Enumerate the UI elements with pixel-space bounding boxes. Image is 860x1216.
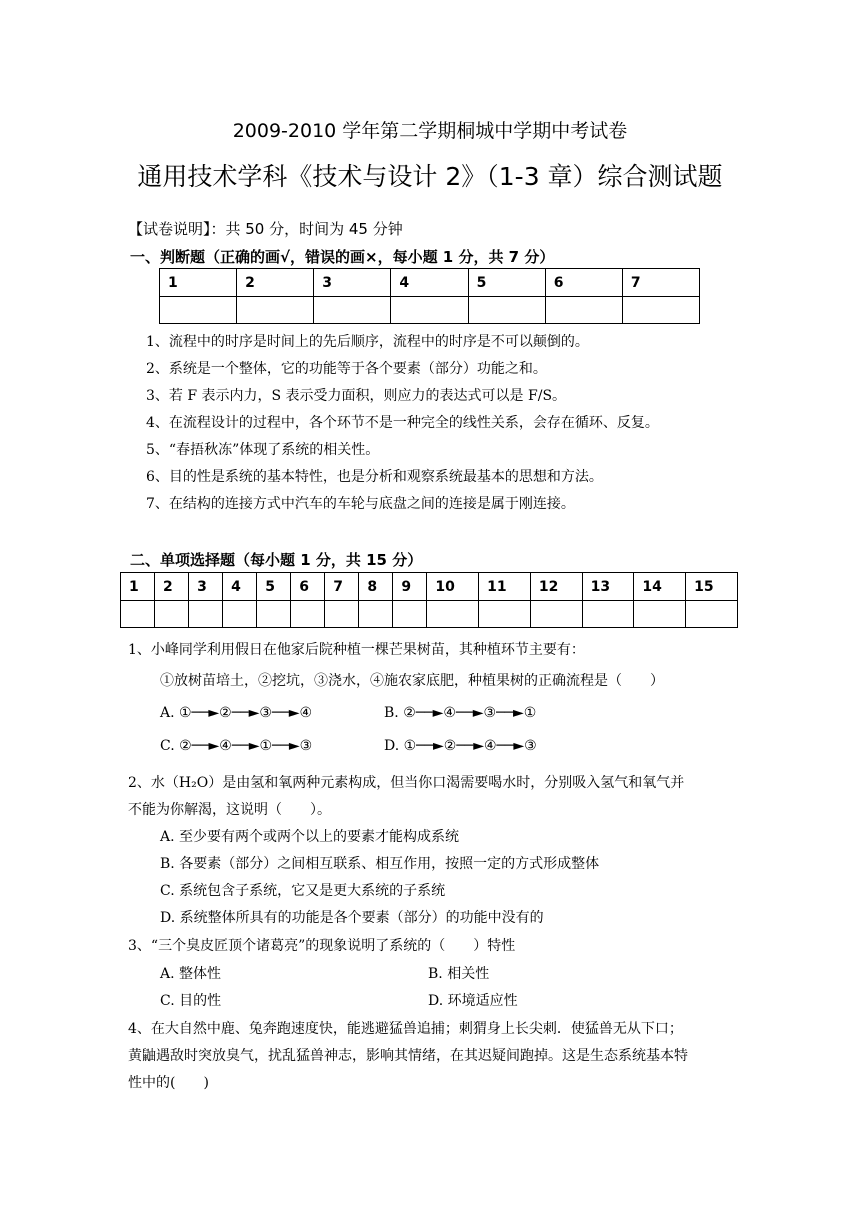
option-c: C. 系统包含子系统，它又是更大系统的子系统	[160, 883, 446, 899]
answer-cell[interactable]	[160, 297, 237, 324]
answer-header-cell: 2	[155, 573, 189, 601]
question-stem: 黄鼬遇敌时突放臭气，扰乱猛兽神志，影响其情绪，在其迟疑间跑掉。这是生态系统基本特	[128, 1048, 688, 1064]
question-stem: 2、水（H₂O）是由氢和氧两种元素构成，但当你口渴需要喝水时，分别吸入氢气和氧气并	[128, 775, 685, 791]
answer-cell[interactable]	[257, 601, 291, 628]
answer-header-cell: 4	[391, 269, 468, 297]
exam-subtitle: 通用技术学科《技术与设计 2》（1-3 章）综合测试题	[137, 162, 723, 191]
question-stem: 4、在大自然中鹿、兔奔跑速度快，能逃避猛兽追捕；刺猬身上长尖刺．使猛兽无从下口；	[128, 1021, 683, 1037]
question-item: 7、在结构的连接方式中汽车的车轮与底盘之间的连接是属于刚连接。	[146, 496, 575, 512]
option-c: C. ②──►④──►①──►③	[160, 738, 313, 754]
answer-header-cell: 3	[189, 573, 223, 601]
question-stem: 性中的( )	[128, 1075, 209, 1091]
option-a: A. 整体性	[160, 966, 222, 982]
option-b: B. 各要素（部分）之间相互联系、相互作用，按照一定的方式形成整体	[160, 856, 600, 872]
answer-cell[interactable]	[622, 297, 699, 324]
answer-header-cell: 5	[468, 269, 545, 297]
answer-header-cell: 5	[257, 573, 291, 601]
answer-cell[interactable]	[545, 297, 622, 324]
section2-answer-table	[120, 572, 738, 628]
answer-cell[interactable]	[223, 601, 257, 628]
answer-header-cell: 7	[325, 573, 359, 601]
answer-header-cell: 8	[359, 573, 393, 601]
answer-header-cell: 10	[427, 573, 479, 601]
answer-cell[interactable]	[359, 601, 393, 628]
answer-header-cell: 6	[291, 573, 325, 601]
question-item: 2、系统是一个整体，它的功能等于各个要素（部分）功能之和。	[146, 361, 547, 377]
option-c: C. 目的性	[160, 993, 222, 1009]
answer-cell[interactable]	[530, 601, 582, 628]
answer-header-cell: 3	[314, 269, 391, 297]
question-stem: 1、小峰同学利用假日在他家后院种植一棵芒果树苗，其种植环节主要有：	[128, 642, 585, 658]
answer-header-cell: 2	[237, 269, 314, 297]
option-b: B. ②──►④──►③──►①	[384, 705, 537, 721]
option-a: A. 至少要有两个或两个以上的要素才能构成系统	[160, 829, 460, 845]
answer-header-cell: 11	[479, 573, 531, 601]
answer-cell[interactable]	[314, 297, 391, 324]
answer-cell[interactable]	[393, 601, 427, 628]
answer-cell[interactable]	[121, 601, 155, 628]
question-item: 6、目的性是系统的基本特性，也是分析和观察系统最基本的思想和方法。	[146, 469, 603, 485]
option-d: D. 环境适应性	[428, 993, 518, 1009]
section1-answer-table	[159, 268, 700, 324]
answer-cell[interactable]	[189, 601, 223, 628]
answer-header-cell: 1	[121, 573, 155, 601]
section2-heading: 二、单项选择题（每小题 1 分，共 15 分）	[130, 551, 423, 569]
option-a: A. ①──►②──►③──►④	[160, 705, 313, 721]
option-b: B. 相关性	[428, 966, 490, 982]
answer-cell[interactable]	[155, 601, 189, 628]
answer-cell[interactable]	[686, 601, 738, 628]
exam-instructions: 【试卷说明】：共 50 分，时间为 45 分钟	[128, 220, 403, 238]
answer-header-cell: 7	[622, 269, 699, 297]
answer-cell[interactable]	[325, 601, 359, 628]
answer-cell[interactable]	[582, 601, 634, 628]
answer-cell[interactable]	[291, 601, 325, 628]
option-d: D. ①──►②──►④──►③	[384, 738, 537, 754]
answer-cell[interactable]	[634, 601, 686, 628]
question-stem: 3、“三个臭皮匠顶个诸葛亮”的现象说明了系统的（ ）特性	[128, 938, 516, 954]
answer-cell[interactable]	[427, 601, 479, 628]
question-item: 5、“春捂秋冻”体现了系统的相关性。	[146, 442, 380, 458]
exam-title: 2009-2010 学年第二学期桐城中学期中考试卷	[232, 120, 628, 142]
answer-header-cell: 14	[634, 573, 686, 601]
question-item: 1、流程中的时序是时间上的先后顺序，流程中的时序是不可以颠倒的。	[146, 334, 589, 350]
answer-header-cell: 6	[545, 269, 622, 297]
question-item: 4、在流程设计的过程中，各个环节不是一种完全的线性关系，会存在循环、反复。	[146, 415, 659, 431]
answer-cell[interactable]	[468, 297, 545, 324]
answer-cell[interactable]	[479, 601, 531, 628]
answer-header-cell: 12	[530, 573, 582, 601]
answer-cell[interactable]	[237, 297, 314, 324]
answer-header-cell: 15	[686, 573, 738, 601]
option-d: D. 系统整体所具有的功能是各个要素（部分）的功能中没有的	[160, 910, 544, 926]
question-item: 3、若 F 表示内力，S 表示受力面积，则应力的表达式可以是 F/S。	[146, 388, 567, 404]
answer-header-cell: 9	[393, 573, 427, 601]
answer-header-cell: 13	[582, 573, 634, 601]
question-stem: 不能为你解渴，这说明（ ）。	[128, 802, 331, 818]
answer-cell[interactable]	[391, 297, 468, 324]
answer-header-cell: 4	[223, 573, 257, 601]
answer-header-cell: 1	[160, 269, 237, 297]
section1-heading: 一、判断题（正确的画√，错误的画×，每小题 1 分，共 7 分）	[130, 248, 555, 266]
question-stem: ①放树苗培土，②挖坑，③浇水，④施农家底肥，种植果树的正确流程是（ ）	[160, 673, 664, 689]
